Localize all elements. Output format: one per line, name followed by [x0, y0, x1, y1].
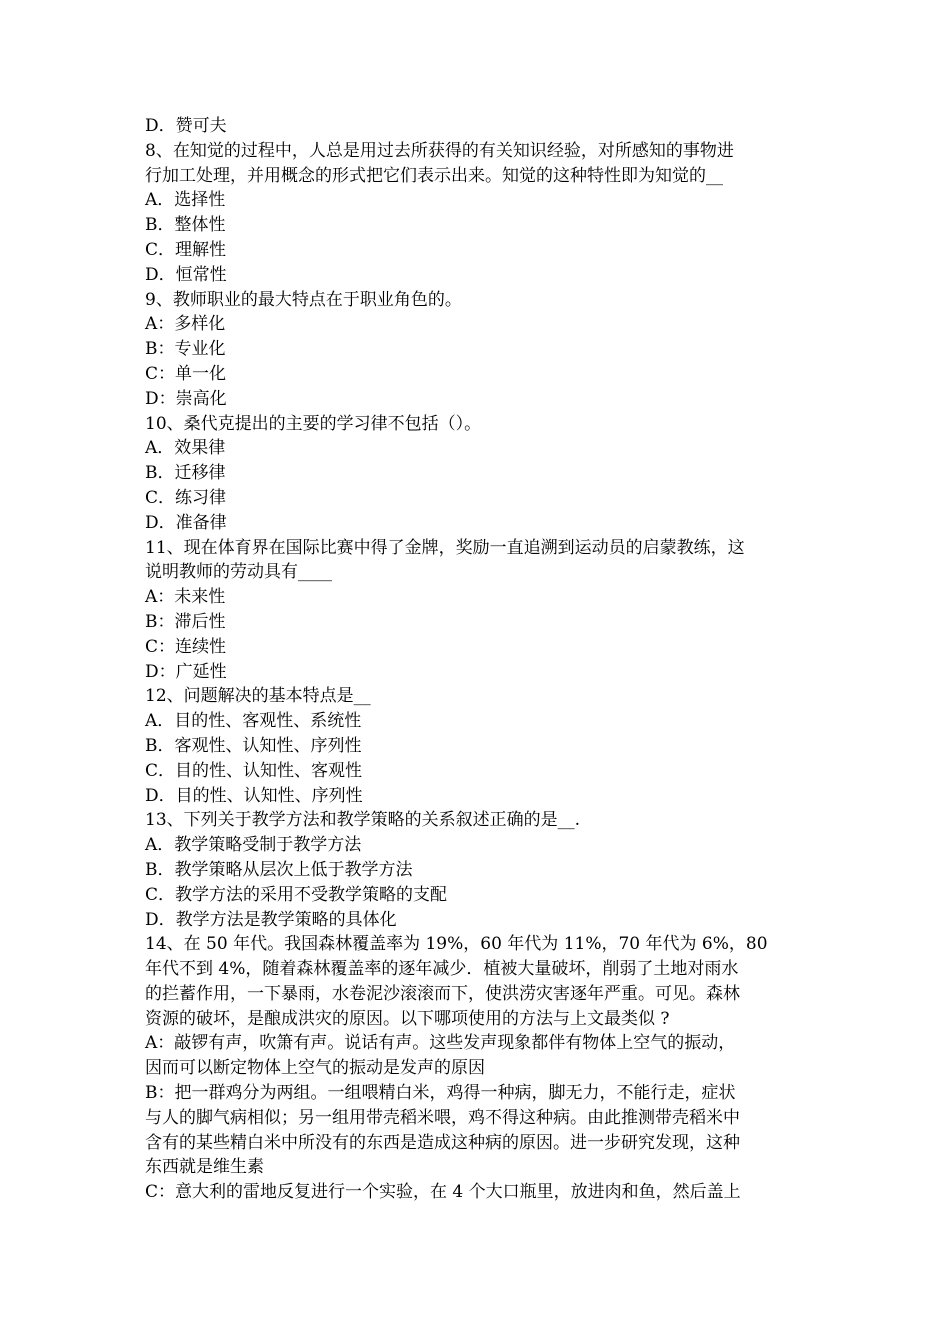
option-line: A：多样化 — [145, 314, 226, 335]
question-line: 年代不到 4%，随着森林覆盖率的逐年减少．植被大量破坏，削弱了土地对雨水 — [145, 959, 739, 980]
question-line: 8、在知觉的过程中，人总是用过去所获得的有关知识经验，对所感知的事物进 — [145, 140, 734, 161]
option-line: D：崇高化 — [145, 388, 227, 409]
option-line: D．恒常性 — [145, 264, 227, 285]
question-line: 的拦蓄作用，一下暴雨，水卷泥沙滚滚而下，使洪涝灾害逐年严重。可见。森林 — [145, 983, 740, 1004]
option-line: C：单一化 — [145, 363, 227, 384]
option-line: A．教学策略受制于教学方法 — [145, 835, 362, 856]
option-line: B：把一群鸡分为两组。一组喂精白米，鸡得一种病，脚无力，不能行走，症状 — [145, 1083, 736, 1104]
option-line: C．教学方法的采用不受教学策略的支配 — [145, 884, 448, 905]
question-line: 10、桑代克提出的主要的学习律不包括（）。 — [145, 413, 482, 434]
option-line: A：敲锣有声，吹箫有声。说话有声。这些发声现象都伴有物体上空气的振动， — [145, 1033, 736, 1054]
question-line: 行加工处理，并用概念的形式把它们表示出来。知觉的这种特性即为知觉的__ — [145, 165, 723, 186]
option-line: 东西就是维生素 — [145, 1157, 264, 1178]
question-line: 资源的破坏，是酿成洪灾的原因。以下哪项使用的方法与上文最类似 ? — [145, 1008, 670, 1029]
option-line: D．准备律 — [145, 512, 227, 533]
question-line: 14、在 50 年代。我国森林覆盖率为 19%，60 年代为 11%，70 年代为 6%，80 — [145, 934, 768, 955]
option-line: B．教学策略从层次上低于教学方法 — [145, 859, 413, 880]
option-line: D．赞可夫 — [145, 116, 227, 136]
option-line: 与人的脚气病相似；另一组用带壳稻米喂，鸡不得这种病。由此推测带壳稻米中 — [145, 1107, 740, 1128]
question-line: 说明教师的劳动具有____ — [145, 562, 332, 583]
question-line: 12、问题解决的基本特点是__ — [145, 686, 371, 707]
option-line: C：连续性 — [145, 636, 227, 657]
option-line: 因而可以断定物体上空气的振动是发声的原因 — [145, 1058, 485, 1079]
question-line: 9、教师职业的最大特点在于职业角色的。 — [145, 289, 462, 310]
question-line: 11、现在体育界在国际比赛中得了金牌，奖励一直追溯到运动员的启蒙教练，这 — [145, 537, 745, 558]
option-line: C：意大利的雷地反复进行一个实验，在 4 个大口瓶里，放进肉和鱼，然后盖上 — [145, 1182, 741, 1203]
option-line: C．目的性、认知性、客观性 — [145, 760, 363, 781]
option-line: 含有的某些精白米中所没有的东西是造成这种病的原因。进一步研究发现，这种 — [145, 1132, 740, 1153]
option-line: C．理解性 — [145, 239, 227, 260]
question-line: 13、下列关于教学方法和教学策略的关系叙述正确的是__. — [145, 810, 581, 831]
option-line: A．选择性 — [145, 190, 226, 211]
option-line: D．教学方法是教学策略的具体化 — [145, 909, 397, 930]
option-line: D：广延性 — [145, 661, 227, 682]
option-line: B．迁移律 — [145, 463, 226, 484]
option-line: B：滞后性 — [145, 611, 226, 632]
document-page — [145, 114, 810, 1205]
option-line: A．目的性、客观性、系统性 — [145, 711, 362, 732]
option-line: C．练习律 — [145, 487, 227, 508]
option-line: D．目的性、认知性、序列性 — [145, 785, 363, 806]
option-line: A．效果律 — [145, 438, 226, 459]
option-line: A：未来性 — [145, 587, 226, 608]
option-line: B：专业化 — [145, 339, 226, 360]
option-line: B．客观性、认知性、序列性 — [145, 735, 362, 756]
option-line: B．整体性 — [145, 215, 226, 236]
